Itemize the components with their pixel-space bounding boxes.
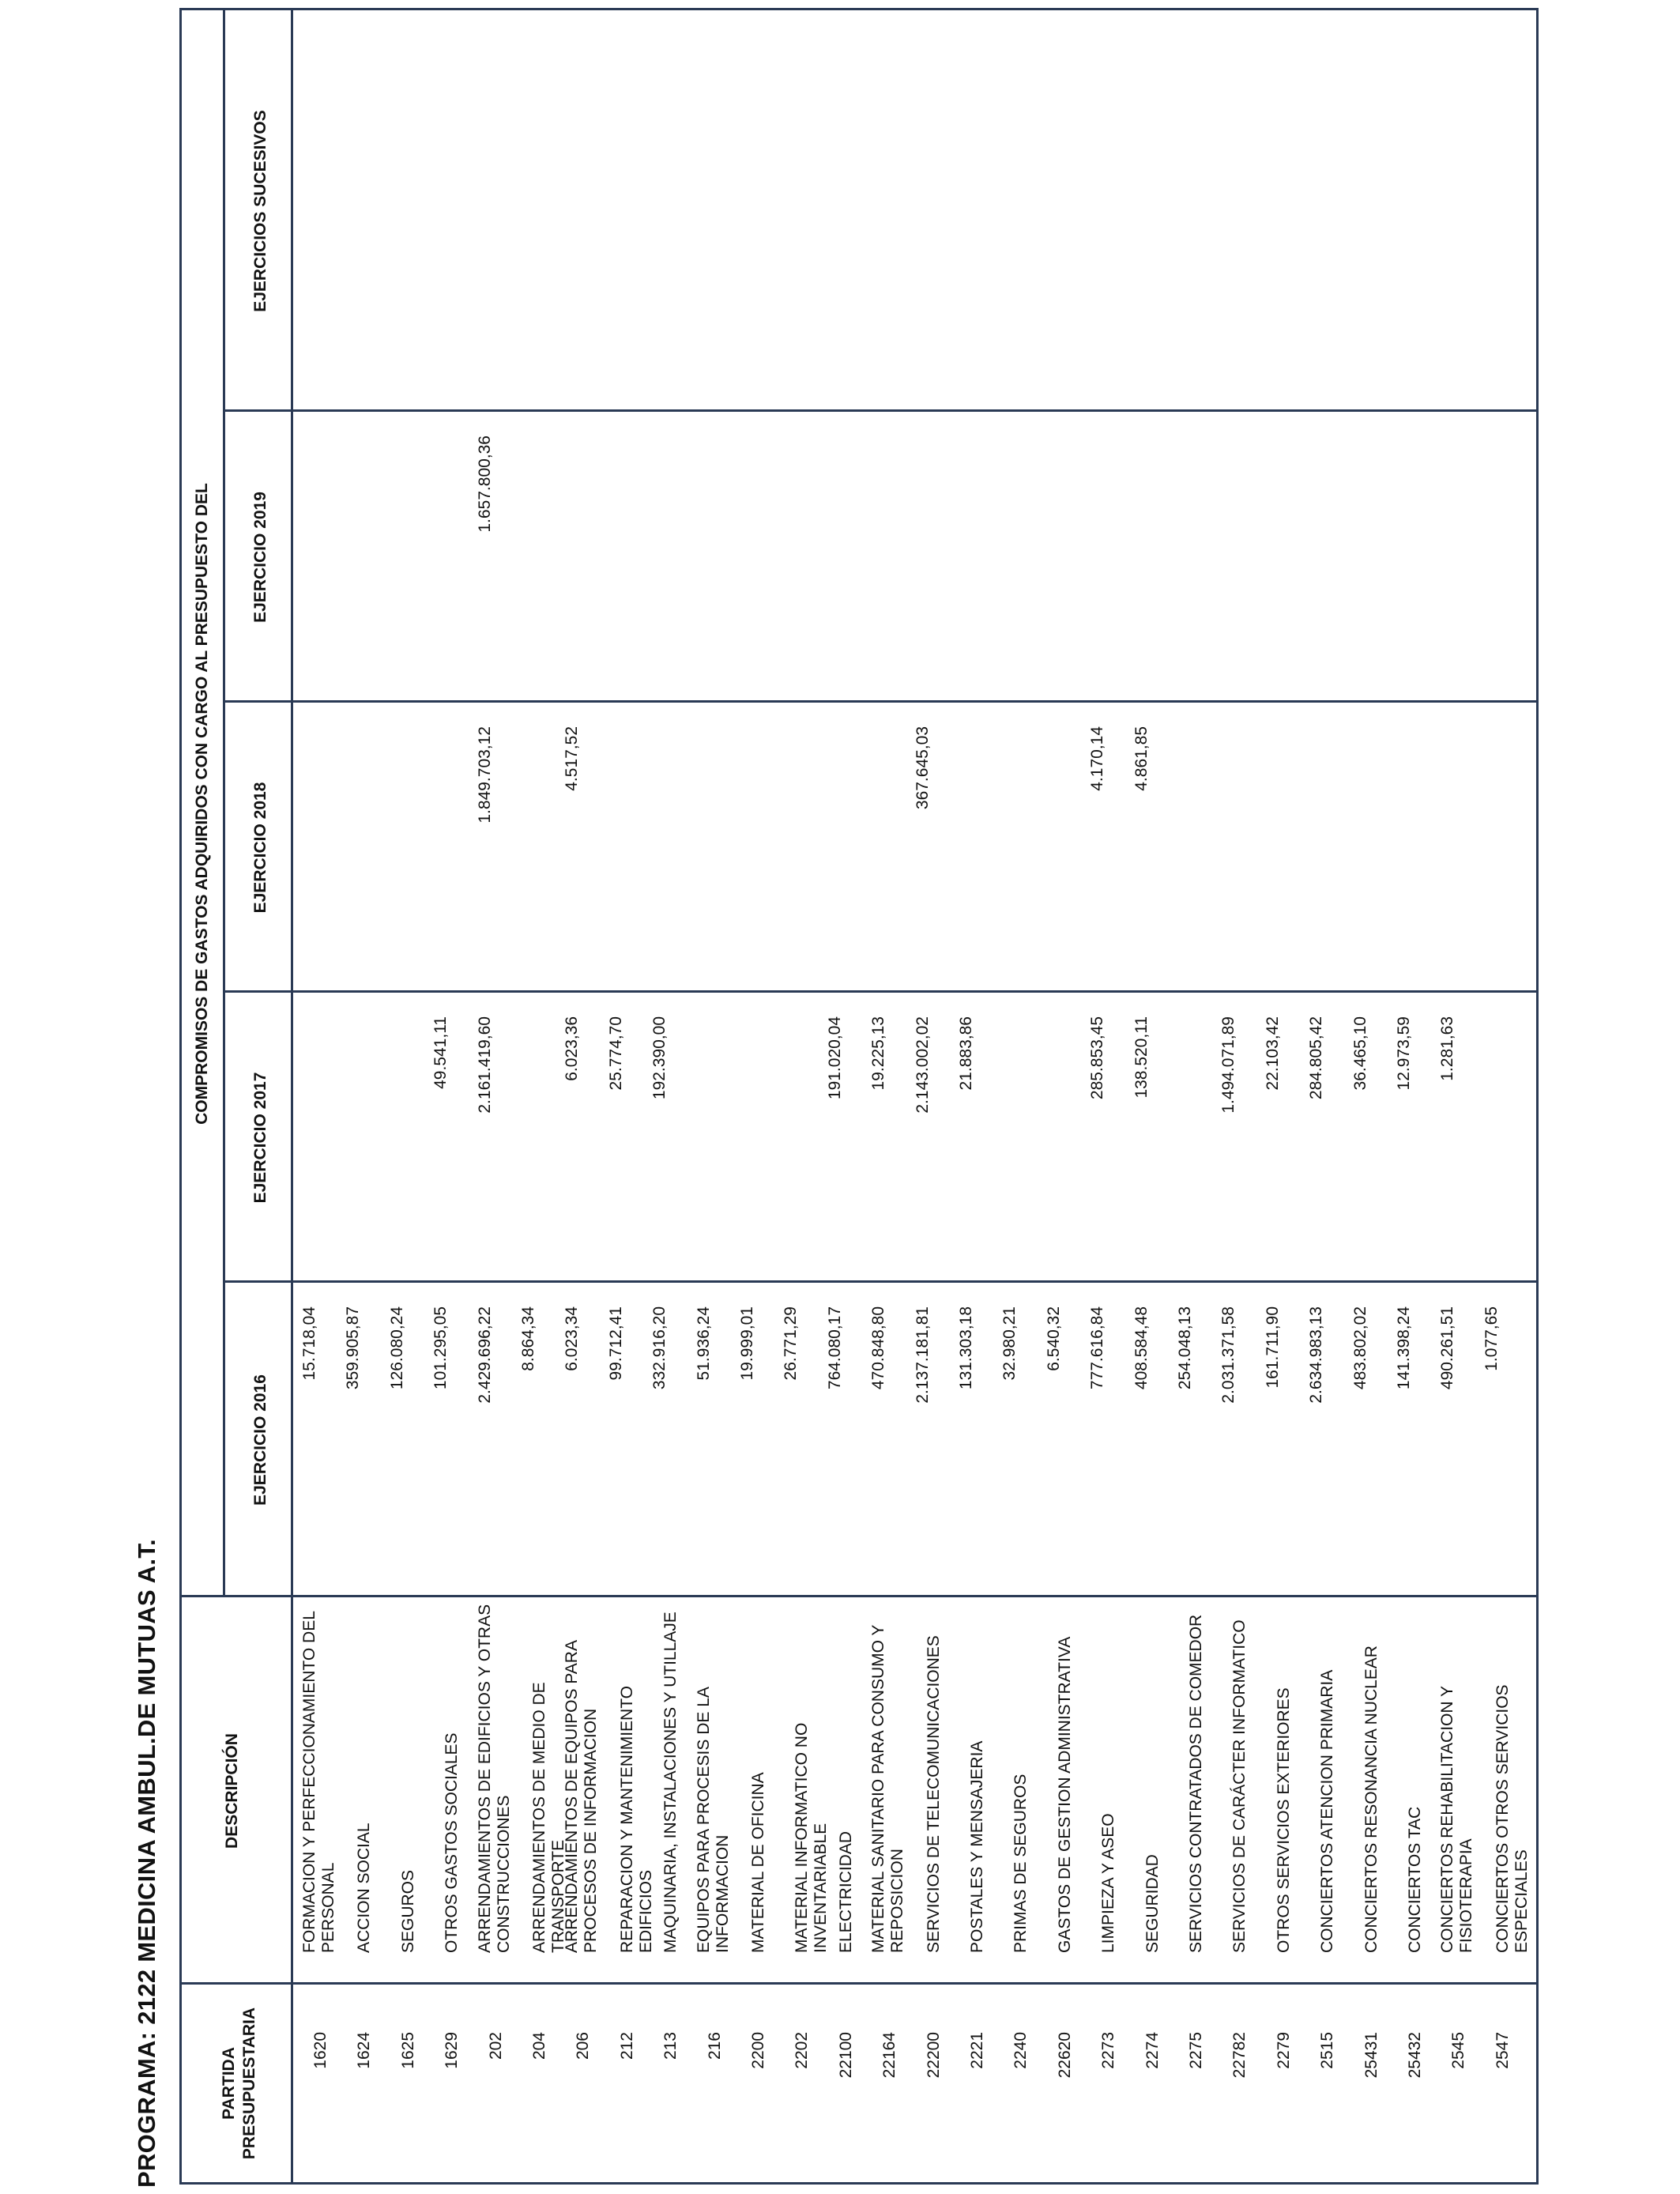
row-description: FORMACION Y PERFECCIONAMIENTO DEL PERSONAL [300, 1611, 337, 1953]
row-description: ACCION SOCIAL [355, 1823, 374, 1953]
row-description: SEGUROS [398, 1869, 417, 1953]
amount-cell: 22.103,42 [1263, 1016, 1282, 1091]
partida-code: 22164 [880, 2032, 899, 2079]
year-header: EJERCICIOS SUCESIVOS [251, 110, 269, 312]
amount-cell: 470.848,80 [869, 1306, 888, 1390]
group-header: COMPROMISOS DE GASTOS ADQUIRIDOS CON CARGO AL PRESUPUESTO DEL [193, 483, 211, 1125]
partida-code: 204 [530, 2032, 548, 2060]
row-description: SERVICIOS CONTRATADOS DE COMEDOR [1187, 1614, 1205, 1953]
row-description: PRIMAS DE SEGUROS [1011, 1774, 1030, 1953]
row-description: EQUIPOS PARA PROCESIS DE LA INFORMACION [694, 1687, 732, 1953]
amount-cell: 2.634.983,13 [1307, 1306, 1326, 1404]
year-header: EJERCICIO 2017 [251, 1072, 269, 1204]
partida-code: 1625 [398, 2032, 417, 2069]
descripcion-header: DESCRIPCIÓN [223, 1733, 241, 1849]
amount-cell: 2.031.371,58 [1219, 1306, 1238, 1404]
amount-cell: 1.494.071,89 [1219, 1016, 1238, 1114]
amount-cell: 764.080,17 [825, 1306, 844, 1390]
amount-cell: 1.657.800,36 [475, 435, 494, 533]
amount-cell: 285.853,45 [1088, 1016, 1107, 1100]
year-header: EJERCICIO 2016 [251, 1374, 269, 1506]
amount-cell: 2.137.181,81 [913, 1306, 932, 1404]
amount-cell: 25.774,70 [606, 1016, 625, 1091]
amount-cell: 138.520,11 [1132, 1016, 1151, 1099]
amount-cell: 99.712,41 [606, 1306, 625, 1381]
partida-code: 2515 [1318, 2032, 1337, 2069]
group-header-divider [223, 10, 225, 1597]
amount-cell: 4.170,14 [1088, 726, 1107, 791]
partida-code: 206 [574, 2032, 593, 2060]
amount-cell: 483.802,02 [1350, 1306, 1369, 1390]
partida-code: 2279 [1274, 2032, 1293, 2069]
year-header: EJERCICIO 2019 [251, 492, 269, 623]
row-description: SEGURIDAD [1143, 1854, 1162, 1953]
partida-code: 2274 [1143, 2032, 1162, 2069]
partida-code: 2200 [749, 2032, 767, 2069]
partida-code: 2547 [1493, 2032, 1512, 2069]
partida-code: 25431 [1362, 2032, 1381, 2079]
row-description: OTROS GASTOS SOCIALES [443, 1732, 461, 1953]
page-title: PROGRAMA: 2122 MEDICINA AMBUL.DE MUTUAS A.T. [133, 1539, 160, 2188]
year-header: EJERCICIO 2018 [251, 782, 269, 914]
row-description: MAQUINARIA, INSTALACIONES Y UTILLAJE [661, 1612, 680, 1953]
amount-cell: 8.864,34 [519, 1306, 537, 1371]
amount-cell: 490.261,51 [1438, 1306, 1457, 1390]
amount-cell: 21.883,86 [957, 1016, 975, 1091]
amount-cell: 254.048,13 [1176, 1306, 1194, 1390]
amount-cell: 4.861,85 [1132, 726, 1151, 791]
row-description: OTROS SERVICIOS EXTERIORES [1274, 1687, 1293, 1953]
row-description: CONCIERTOS ATENCION PRIMARIA [1318, 1669, 1337, 1953]
amount-cell: 126.080,24 [387, 1306, 406, 1390]
budget-table [179, 8, 1539, 2185]
row-description: MATERIAL SANITARIO PARA CONSUMO Y REPOSICION [869, 1624, 907, 1953]
partida-code: 213 [661, 2032, 680, 2060]
partida-code: 22200 [924, 2032, 943, 2079]
amount-cell: 777.616,84 [1088, 1306, 1107, 1390]
column-divider [223, 700, 1536, 703]
column-divider [223, 990, 1536, 993]
partida-code: 22100 [836, 2032, 855, 2079]
partida-code: 22620 [1055, 2032, 1074, 2079]
amount-cell: 32.980,21 [1000, 1306, 1019, 1381]
amount-cell: 6.023,36 [563, 1016, 582, 1081]
column-divider [223, 409, 1536, 412]
row-description: CONCIERTOS OTROS SERVICIOS ESPECIALES [1493, 1684, 1531, 1953]
column-divider [182, 1595, 1536, 1597]
row-description: ARRENDAMIENTOS DE EQUIPOS PARA PROCESOS DE INFORMACION [563, 1641, 601, 1953]
partida-code: 2221 [968, 2032, 986, 2069]
amount-cell: 1.849.703,12 [475, 726, 494, 824]
partida-code: 2240 [1011, 2032, 1030, 2069]
row-description: CONCIERTOS RESONANCIA NUCLEAR [1362, 1646, 1381, 1953]
amount-cell: 6.023,34 [563, 1306, 582, 1371]
partida-code: 2273 [1099, 2032, 1118, 2069]
row-description: ELECTRICIDAD [836, 1830, 855, 1953]
amount-cell: 49.541,11 [431, 1016, 450, 1089]
amount-cell: 367.645,03 [913, 726, 932, 810]
row-description: MATERIAL INFORMATICO NO INVENTARIABLE [793, 1722, 831, 1953]
row-description: REPARACION Y MANTENIMIENTO EDIFICIOS [617, 1686, 655, 1953]
header-divider [291, 10, 293, 2182]
partida-code: 1629 [443, 2032, 461, 2069]
amount-cell: 1.077,65 [1482, 1306, 1501, 1371]
amount-cell: 408.584,48 [1132, 1306, 1151, 1390]
amount-cell: 101.295,05 [431, 1306, 450, 1390]
row-description: SERVICIOS DE TELECOMUNICACIONES [924, 1635, 943, 1953]
partida-code: 2275 [1187, 2032, 1205, 2069]
amount-cell: 332.916,20 [650, 1306, 669, 1390]
row-description: ARRENDAMIENTOS DE MEDIO DE TRANSPORTE [530, 1682, 567, 1953]
partida-code: 212 [617, 2032, 636, 2060]
partida-code: 2202 [793, 2032, 812, 2069]
amount-cell: 19.999,01 [738, 1306, 756, 1381]
amount-cell: 51.936,24 [694, 1306, 713, 1381]
amount-cell: 2.429.696,22 [475, 1306, 494, 1404]
partida-code: 2545 [1449, 2032, 1468, 2069]
partida-code: 202 [486, 2032, 505, 2060]
amount-cell: 359.905,87 [344, 1306, 363, 1390]
row-description: MATERIAL DE OFICINA [749, 1772, 767, 1953]
amount-cell: 192.390,00 [650, 1016, 669, 1100]
partida-code: 1620 [311, 2032, 330, 2069]
amount-cell: 191.020,04 [825, 1016, 844, 1100]
row-description: SERVICIOS DE CARÁCTER INFORMATICO [1230, 1619, 1249, 1953]
amount-cell: 19.225,13 [869, 1016, 888, 1091]
partida-header: PARTIDA PRESUPUESTARIA [220, 2007, 258, 2160]
amount-cell: 4.517,52 [563, 726, 582, 791]
amount-cell: 131.303,18 [957, 1306, 975, 1390]
row-description: POSTALES Y MENSAJERIA [968, 1740, 986, 1953]
amount-cell: 161.711,90 [1263, 1306, 1282, 1389]
amount-cell: 12.973,59 [1395, 1016, 1413, 1091]
amount-cell: 15.718,04 [300, 1306, 318, 1381]
partida-code: 25432 [1406, 2032, 1424, 2079]
amount-cell: 6.540,32 [1044, 1306, 1063, 1371]
partida-code: 216 [705, 2032, 724, 2060]
partida-code: 1624 [355, 2032, 374, 2069]
amount-cell: 1.281,63 [1438, 1016, 1457, 1081]
amount-cell: 284.805,42 [1307, 1016, 1326, 1100]
amount-cell: 2.143.002,02 [913, 1016, 932, 1114]
row-description: GASTOS DE GESTION ADMINISTRATIVA [1055, 1636, 1074, 1953]
column-divider [223, 1280, 1536, 1283]
row-description: CONCIERTOS REHABILITACION Y FISIOTERAPIA [1438, 1686, 1476, 1953]
partida-code: 22782 [1230, 2032, 1249, 2079]
amount-cell: 36.465,10 [1350, 1016, 1369, 1091]
row-description: LIMPIEZA Y ASEO [1099, 1813, 1118, 1953]
row-description: ARRENDAMIENTOS DE EDIFICIOS Y OTRAS CONSTRUCCIONES [475, 1604, 513, 1953]
amount-cell: 26.771,29 [782, 1306, 800, 1381]
row-description: CONCIERTOS TAC [1406, 1806, 1424, 1953]
amount-cell: 141.398,24 [1395, 1306, 1413, 1390]
amount-cell: 2.161.419,60 [475, 1016, 494, 1114]
column-divider [182, 1982, 1536, 1985]
